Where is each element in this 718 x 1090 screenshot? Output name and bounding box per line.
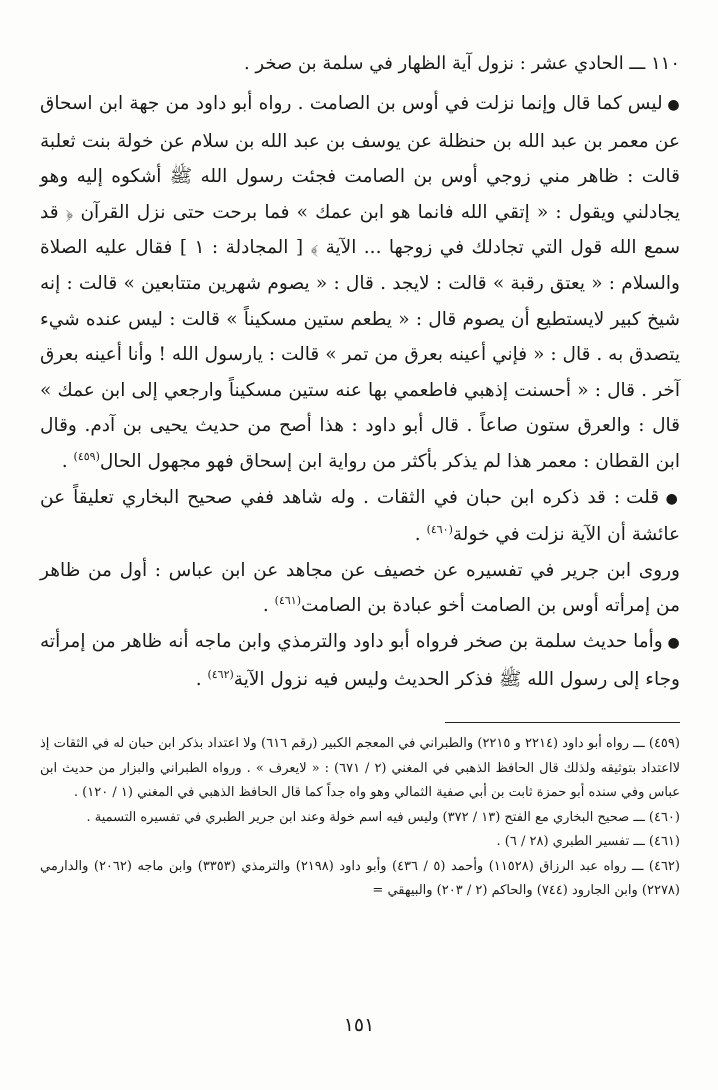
paragraph-4: ● وأما حديث سلمة بن صخر فرواه أبو داود والترمذي وابن ماجه أنه ظاهر من إمرأته وجاء إلى رسول الله ﷺ فذكر الحديث وليس فيه نزول الآية$^{(٤٦٢)}$ . [40, 624, 680, 697]
footnote-ref-459: (٤٥٩) [73, 449, 100, 463]
footnote-462 [40, 855, 680, 904]
page-number: ١٥١ [343, 1014, 375, 1036]
footnote-number: (٤٦٢) ـــ [631, 858, 680, 874]
running-header: ١١٠ ـــ الحادي عشر : نزول آية الظهار في سلمة بن صخر . [243, 53, 680, 74]
document-page [40, 0, 680, 1090]
paragraph-3: وروى ابن جرير في تفسيره عن خصيف عن مجاهد عن ابن عباس : أول من ظاهر من إمرأته أوس بن الصامت أخو عبادة بن الصامت$^{(٤٦١)}$ . [40, 559, 680, 617]
footnote-separator [445, 722, 680, 723]
footnote-text: رواه أبو داود (٢٢١٤ و ٢٢١٥) والطبراني في المعجم الكبير (رقم ٦١٦) ولا اعتداد بذكر ابن حبان له في الثقات إذ لااعتداد بتوثيقه ولذلك قال الحافظ الذهبي في المغني (٢ / ٦٧١) : « لايعرف » . ورواه الطبراني والبزار من حديث ابن عباس وفي سنده أبو حمزة ثابت بن أبي صفية الثمالي وهو واه جداً كما قال الحافظ الذهبي في المغني (١ / ١٢٠) . [40, 736, 680, 800]
footnote-461 [40, 830, 680, 855]
footnote-number: (٤٥٩) ـــ [633, 736, 680, 751]
main-text [40, 86, 680, 697]
footnote-text: تفسير الطبري (٢٨ / ٦) . [496, 834, 630, 849]
paragraph-2: ● قلت : قد ذكره ابن حبان في الثقات . وله شاهد ففي صحيح البخاري تعليقاً عن عائشة أن الآية نزلت في خولة$^{(٤٦٠)}$ . [40, 480, 680, 553]
footnote-459 [40, 732, 680, 806]
footnote-text: صحيح البخاري مع الفتح (١٣ / ٣٧٢) وليس فيه اسم خولة وعند ابن جرير الطبري في تفسيره التسمية . [86, 809, 630, 825]
footnote-number: (٤٦٠) ـــ [633, 809, 680, 825]
footnote-460 [40, 806, 680, 831]
footnote-text: رواه عبد الرزاق (١١٥٢٨) وأحمد (٥ / ٤٣٦) وأبو داود (٢١٩٨) والترمذي (٣٣٥٣) وابن ماجه (٢٠٦٢) والدارمي (٢٢٧٨) وابن الجارود (٧٤٤) والحاكم (٢ / ٢٠٣) والبيهقي = [40, 858, 680, 898]
footnotes [40, 732, 680, 904]
footnote-ref-460: (٤٦٠) [426, 522, 453, 536]
footnote-ref-461: (٤٦١) [274, 594, 301, 608]
footnote-ref-462: (٤٦٢) [207, 667, 234, 681]
footnote-number: (٤٦١) ـــ [633, 834, 680, 849]
paragraph-1: ● ليس كما قال وإنما نزلت في أوس بن الصامت . رواه أبو داود من جهة ابن اسحاق عن معمر بن عبد الله بن حنظلة عن يوسف بن عبد الله بن سلام عن خولة بنت ثعلبة قالت : ظاهر مني زوجي أوس بن الصامت فجئت رسول الله ﷺ أشكوه إليه وهو يجادلني ويقول : « إتقي الله فانما هو ابن عمك » فما برحت حتى نزل القرآن ﴿ قد سمع الله قول التي تجادلك في زوجها ... الآية ﴾ [ المجادلة : ١ ] فقال عليه الصلاة والسلام : « يعتق رقبة » قالت : لايجد . قال : « يصوم شهرين متتابعين » قالت : إنه شيخ كبير لايستطيع أن يصوم قال : « يطعم ستين مسكيناً » قالت : ليس عنده شيء يتصدق به . قال : « فإني أعينه بعرق من تمر » قالت : يارسول الله ! وأنا أعينه بعرق آخر . قال : « أحسنت إذهبي فاطعمي بها عنه ستين مسكيناً وارجعي إلى ابن عمك » قال : والعرق ستون صاعاً . قال أبو داود : هذا أصح من حديث يحيى بن آدم. وقال ابن القطان : معمر هذا لم يذكر بأكثر من رواية ابن إسحاق فهو مجهول الحال$^{(٤٥٩)}$ . [40, 86, 680, 480]
